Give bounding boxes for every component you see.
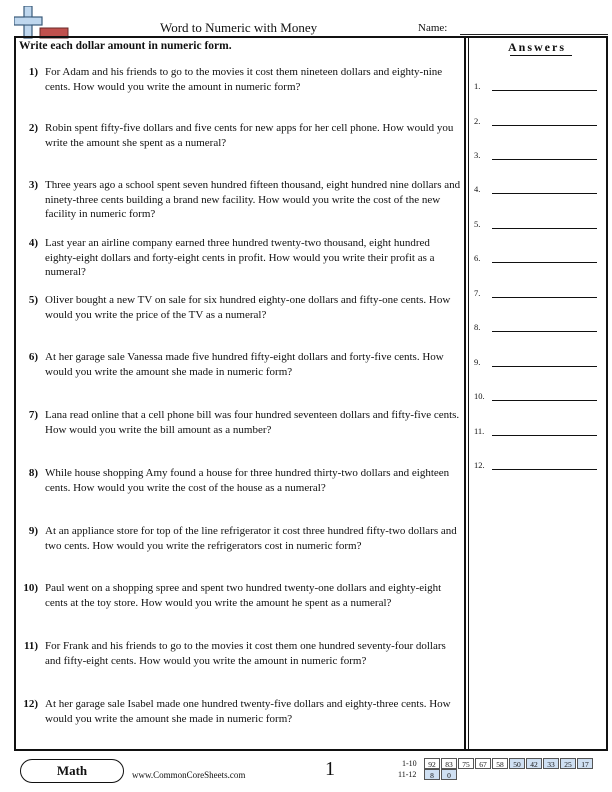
score-cell: 0 [441, 769, 457, 780]
question-text: Paul went on a shopping spree and spent two hundred twenty-one dollars and eighty-eight cents at the toy store. How would you write the amount he spent as a numeral? [45, 582, 442, 609]
question-text: Three years ago a school spent seven hundred fifteen thousand, eight hundred nine dollars and ninety-three cents building a brand new facility. How would you write the cost of the new facility in numeric form? [45, 179, 461, 220]
answer-label: 3. [474, 150, 481, 160]
question-number: 12) [23, 698, 38, 710]
answer-line[interactable] [492, 331, 597, 332]
answer-row-2 [474, 116, 604, 130]
question-number: 5) [28, 294, 38, 306]
question-number: 1) [28, 66, 38, 78]
answer-line[interactable] [492, 366, 597, 367]
answer-label: 2. [474, 116, 481, 126]
name-field-line[interactable] [460, 34, 608, 35]
answer-row-12 [474, 460, 604, 474]
answer-label: 4. [474, 184, 481, 194]
score-cell: 42 [526, 758, 542, 769]
question-number: 7) [28, 409, 38, 421]
answer-line[interactable] [492, 400, 597, 401]
name-label: Name: [418, 22, 448, 34]
question-text: For Adam and his friends to go to the movies it cost them nineteen dollars and eighty-nine cents. How would you write the amount in numeric form? [45, 66, 443, 93]
answer-row-7 [474, 288, 604, 302]
answer-label: 8. [474, 322, 481, 332]
question-number: 2) [28, 122, 38, 134]
page-number: 1 [325, 758, 335, 780]
question-number: 11) [23, 640, 38, 652]
page-title: Word to Numeric with Money [160, 20, 318, 35]
score-cell: 33 [543, 758, 559, 769]
answers-heading-underline [510, 55, 572, 56]
answer-row-8 [474, 322, 604, 336]
answer-label: 6. [474, 253, 481, 263]
question-text: For Frank and his friends to go to the movies it cost them one hundred seventy-four dollars and fifty-eight cents. How would you write the amount in numeric form? [45, 640, 446, 667]
answer-row-10 [474, 391, 604, 405]
frame-top-border [14, 36, 608, 38]
score-cell: 25 [560, 758, 576, 769]
question-text: While house shopping Amy found a house for three hundred thirty-two dollars and eighteen cents. How would you write the cost of the house as a numeral? [45, 467, 450, 494]
answer-line[interactable] [492, 125, 597, 126]
score-cell: 58 [492, 758, 508, 769]
answer-line[interactable] [492, 469, 597, 470]
frame-right-border [606, 36, 608, 750]
question-text: Last year an airline company earned three hundred twenty-two thousand, eight hundred eighty-eight dollars and forty-eight cents in profit. How would you write their profit as a numeral? [45, 237, 435, 278]
question-text: Oliver bought a new TV on sale for six hundred eighty-one dollars and fifty-one cents. How would you write the price of the TV as a numeral? [45, 294, 451, 321]
answer-label: 11. [474, 426, 485, 436]
answer-label: 9. [474, 357, 481, 367]
answer-line[interactable] [492, 297, 597, 298]
question-number: 3) [28, 179, 38, 191]
answer-row-6 [474, 253, 604, 267]
question-number: 9) [28, 525, 38, 537]
column-divider [464, 36, 466, 750]
score-cell: 8 [424, 769, 440, 780]
score-row-label: 1-10 [402, 759, 417, 768]
answer-row-11 [474, 426, 604, 440]
column-divider-inner [468, 36, 469, 750]
score-cell: 75 [458, 758, 474, 769]
question-number: 6) [28, 351, 38, 363]
answer-label: 10. [474, 391, 485, 401]
question-number: 8) [28, 467, 38, 479]
answers-heading: Answers [508, 40, 566, 54]
website-link[interactable]: www.CommonCoreSheets.com [132, 770, 246, 780]
answer-label: 1. [474, 81, 481, 91]
answer-row-1 [474, 81, 604, 95]
answer-label: 5. [474, 219, 481, 229]
plus-logo-icon [14, 6, 70, 40]
score-row-label: 11-12 [398, 770, 417, 779]
subject-badge: Math [20, 759, 124, 783]
answer-line[interactable] [492, 262, 597, 263]
frame-left-border [14, 36, 16, 750]
question-text: Robin spent fifty-five dollars and five cents for new apps for her cell phone. How would you write the amount she spent as a numeral? [45, 122, 454, 149]
answer-row-4 [474, 184, 604, 198]
score-cell: 92 [424, 758, 440, 769]
score-cell: 83 [441, 758, 457, 769]
answer-row-9 [474, 357, 604, 371]
question-number: 10) [23, 582, 38, 594]
answer-label: 12. [474, 460, 485, 470]
answer-row-3 [474, 150, 604, 164]
question-text: At her garage sale Isabel made one hundred twenty-five dollars and eighty-three cents. How would you write the amount she made in numeric form? [45, 698, 451, 725]
question-text: Lana read online that a cell phone bill was four hundred seventeen dollars and fifty-five cents. How would you write the bill amount as a number? [45, 409, 460, 436]
score-cell: 17 [577, 758, 593, 769]
frame-bottom-border [14, 749, 608, 751]
answer-line[interactable] [492, 228, 597, 229]
answer-line[interactable] [492, 193, 597, 194]
answer-row-5 [474, 219, 604, 233]
question-number: 4) [28, 237, 38, 249]
instructions: Write each dollar amount in numeric form. [19, 40, 232, 52]
score-cell: 50 [509, 758, 525, 769]
answer-label: 7. [474, 288, 481, 298]
question-text: At an appliance store for top of the line refrigerator it cost three hundred fifty-two dollars and two cents. How would you write the refrigerators cost in numeric form? [45, 525, 457, 552]
answer-line[interactable] [492, 90, 597, 91]
answer-line[interactable] [492, 435, 597, 436]
question-text: At her garage sale Vanessa made five hundred fifty-eight dollars and forty-five cents. How would you write the amount she made in numeric form? [45, 351, 444, 378]
score-cell: 67 [475, 758, 491, 769]
answer-line[interactable] [492, 159, 597, 160]
